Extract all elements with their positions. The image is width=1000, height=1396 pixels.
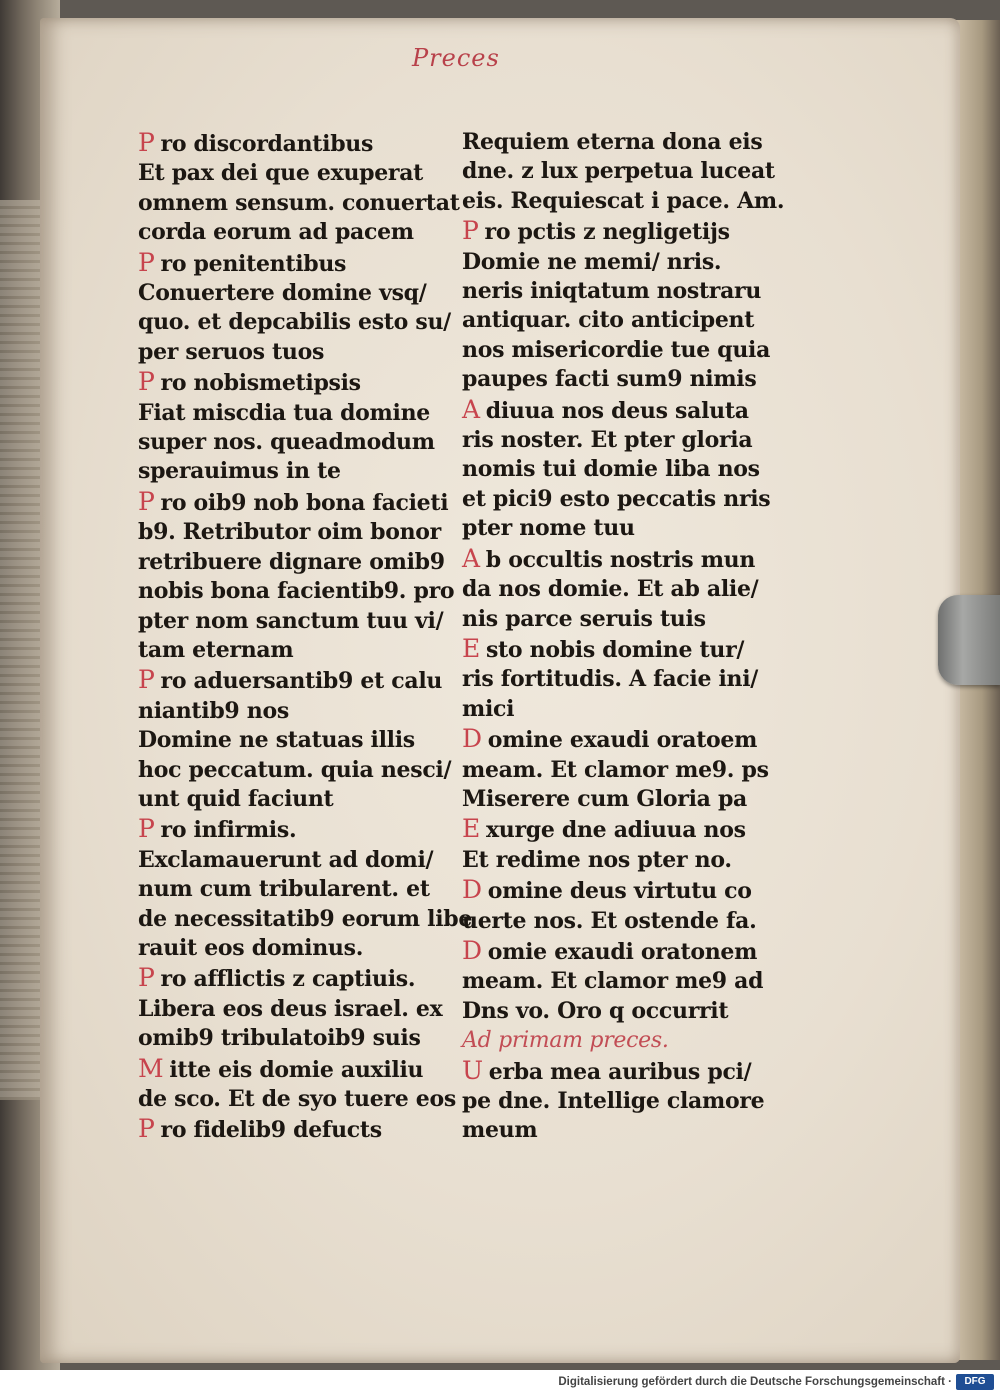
line-text: da nos domie. Et ab alie/ (462, 576, 759, 603)
line-text: Ad primam preces. (462, 1028, 669, 1054)
text-line (462, 575, 792, 604)
text-line (138, 607, 443, 636)
line-text: et pici9 esto peccatis nris (462, 485, 771, 512)
text-line (462, 846, 792, 875)
line-text: Conuertere domine vsq/ (138, 280, 427, 307)
line-text: Et pax dei que exuperat (138, 160, 424, 187)
rubricated-initial: P (138, 814, 155, 844)
line-text: de necessitatib9 eorum libe (138, 905, 473, 932)
text-line (462, 248, 792, 277)
line-text: omine exaudi oratoem (487, 727, 758, 754)
rubricated-initial: P (138, 367, 155, 397)
line-text: omine deus virtutu co (487, 878, 752, 905)
text-line (462, 695, 792, 724)
text-line (462, 485, 792, 514)
line-text: ro afflictis z captiuis. (160, 966, 416, 993)
line-text: sto nobis domine tur/ (485, 636, 745, 663)
book-clasp (938, 595, 1000, 685)
left-text-column (138, 128, 473, 1146)
line-text: omie exaudi oratonem (487, 938, 758, 965)
footer-credit: Digitalisierung gefördert durch die Deutsche Forschungsgemeinschaft · (558, 1376, 952, 1388)
line-text: tam eternam (138, 636, 294, 663)
text-line (138, 665, 443, 696)
line-text: uerte nos. Et ostende fa. (462, 907, 757, 934)
line-text: num cum tribularent. et (138, 876, 430, 903)
rubricated-initial: P (138, 128, 155, 157)
line-text: diuua nos deus saluta (485, 397, 749, 424)
line-text: omnem sensum. conuertat (138, 189, 460, 216)
line-text: mici (462, 695, 515, 722)
line-text: pter nom sanctum tuu vi/ (138, 607, 444, 634)
text-line (462, 187, 792, 216)
text-line (462, 997, 792, 1026)
right-text-column (462, 128, 792, 1146)
rubricated-initial: E (462, 814, 480, 844)
line-text: pter nome tuu (462, 515, 635, 542)
line-text: Exclamauerunt ad domi/ (138, 846, 434, 873)
line-text: de sco. Et de syo tuere eos (138, 1086, 456, 1112)
line-text: ro oib9 nob bona facieti (160, 489, 449, 516)
line-text: nobis bona facientib9. pro (138, 578, 455, 605)
rubricated-initial: D (462, 935, 482, 965)
rubricated-initial: U (462, 1055, 483, 1085)
text-line (462, 907, 792, 936)
line-text: xurge dne adiuua nos (485, 817, 746, 844)
text-line (462, 157, 792, 186)
text-line (138, 875, 443, 904)
rubricated-initial: D (462, 724, 482, 754)
text-line (138, 248, 443, 279)
line-text: b occultis nostris mun (485, 546, 756, 573)
line-text: Miserere cum Gloria pa (462, 785, 747, 812)
line-text: sperauimus in te (138, 458, 341, 485)
dfg-logo: DFG (956, 1374, 994, 1390)
rubricated-initial: A (462, 543, 480, 573)
text-line (138, 189, 460, 218)
text-line (462, 785, 792, 814)
line-text: b9. Retributor oim bonor (138, 519, 441, 546)
footer-bar (0, 1370, 1000, 1396)
text-line (462, 426, 792, 455)
text-line (462, 724, 792, 755)
text-line (138, 577, 455, 606)
text-line (462, 605, 792, 634)
text-line (138, 1024, 443, 1053)
line-text: Requiem eterna dona eis (462, 129, 763, 155)
line-text: unt quid faciunt (138, 785, 334, 812)
text-line (462, 1026, 792, 1055)
text-line (462, 1087, 792, 1116)
line-text: ro discordantibus (160, 131, 374, 157)
text-line (138, 279, 443, 308)
text-line (138, 367, 443, 398)
text-line (138, 548, 443, 577)
line-text: corda eorum ad pacem (138, 219, 414, 246)
text-line (138, 636, 443, 665)
line-text: meam. Et clamor me9. ps (462, 756, 769, 783)
line-text: nis parce seruis tuis (462, 605, 706, 632)
line-text: super nos. queadmodum (138, 429, 435, 456)
text-line (138, 486, 449, 518)
line-text: Et redime nos pter no. (462, 846, 732, 873)
text-line (138, 846, 443, 875)
text-line (138, 518, 443, 547)
line-text: ro infirmis. (160, 817, 297, 844)
rubricated-initial: P (462, 216, 479, 246)
text-line (462, 665, 792, 694)
text-line (138, 726, 443, 755)
line-text: ris fortitudis. A facie ini/ (462, 666, 759, 693)
line-text: per seruos tuos (138, 338, 325, 365)
text-line (138, 814, 443, 845)
rubricated-initial: P (138, 665, 155, 695)
line-text: Domie ne memi/ nris. (462, 248, 722, 275)
line-text: rauit eos dominus. (138, 934, 364, 961)
line-text: Dns vo. Oro q occurrit (462, 997, 729, 1024)
line-text: ro penitentibus (160, 250, 347, 277)
line-text: neris iniqtatum nostraru (462, 278, 762, 305)
text-line (462, 395, 792, 426)
line-text: ris noster. Et pter gloria (462, 427, 753, 454)
rubricated-initial: P (138, 486, 155, 516)
text-line (138, 963, 443, 994)
text-line (462, 365, 792, 394)
line-text: omib9 tribulatoib9 suis (138, 1025, 421, 1052)
rubricated-initial: A (462, 394, 480, 424)
rubricated-initial: M (138, 1053, 164, 1083)
line-text: ro pctis z negligetijs (484, 219, 730, 246)
text-line (462, 514, 792, 543)
text-line (138, 756, 452, 785)
text-line (462, 128, 792, 157)
text-line (138, 338, 443, 367)
text-line (138, 1114, 443, 1145)
text-line (138, 905, 473, 934)
text-line (138, 428, 443, 457)
line-text: hoc peccatum. quia nesci/ (138, 756, 452, 783)
text-line (462, 814, 792, 845)
page-header: Preces (412, 44, 500, 72)
line-text: antiquar. cito anticipent (462, 307, 755, 334)
text-line (138, 1054, 443, 1085)
line-text: Fiat miscdia tua domine (138, 399, 430, 426)
line-text: quo. et depcabilis esto su/ (138, 309, 451, 336)
text-line (462, 1056, 792, 1087)
text-line (462, 967, 792, 996)
text-line (462, 455, 792, 484)
line-text: itte eis domie auxiliu (169, 1056, 424, 1083)
line-text: pe dne. Intellige clamore (462, 1088, 765, 1114)
line-text: dne. z lux perpetua luceat (462, 158, 775, 185)
text-line (462, 936, 792, 967)
text-line (138, 308, 451, 337)
text-line (462, 756, 792, 785)
line-text: nomis tui domie liba nos (462, 456, 760, 483)
text-line (462, 544, 792, 575)
text-line (138, 785, 443, 814)
text-line (138, 399, 443, 428)
line-text: meam. Et clamor me9 ad (462, 968, 764, 995)
text-line (138, 697, 443, 726)
text-line (138, 218, 443, 247)
text-line (462, 306, 792, 335)
line-text: paupes facti sum9 nimis (462, 366, 757, 393)
text-line (462, 336, 792, 365)
text-line (138, 457, 443, 486)
line-text: ro aduersantib9 et calu (160, 668, 443, 695)
line-text: Domine ne statuas illis (138, 727, 415, 754)
rubricated-initial: P (138, 1114, 155, 1144)
rubricated-initial: E (462, 633, 480, 663)
text-line (462, 216, 792, 247)
line-text: Libera eos deus israel. ex (138, 995, 443, 1022)
text-line (462, 1116, 792, 1145)
text-line (138, 995, 443, 1024)
text-line (138, 934, 443, 963)
text-line (138, 1085, 456, 1114)
line-text: erba mea auribus pci/ (488, 1058, 752, 1085)
line-text: niantib9 nos (138, 697, 289, 724)
text-line (138, 128, 443, 159)
text-line (462, 634, 792, 665)
line-text: nos misericordie tue quia (462, 336, 771, 363)
rubricated-initial: P (138, 247, 155, 277)
line-text: ro nobismetipsis (160, 370, 361, 397)
rubricated-initial: D (462, 875, 482, 905)
line-text: eis. Requiescat i pace. Am. (462, 187, 785, 214)
line-text: meum (462, 1117, 538, 1144)
line-text: retribuere dignare omib9 (138, 548, 445, 575)
line-text: ro fidelib9 defucts (160, 1117, 382, 1144)
text-line (138, 159, 443, 188)
text-line (462, 875, 792, 906)
right-page-edges (955, 20, 1000, 1360)
rubricated-initial: P (138, 963, 155, 993)
text-line (462, 277, 792, 306)
